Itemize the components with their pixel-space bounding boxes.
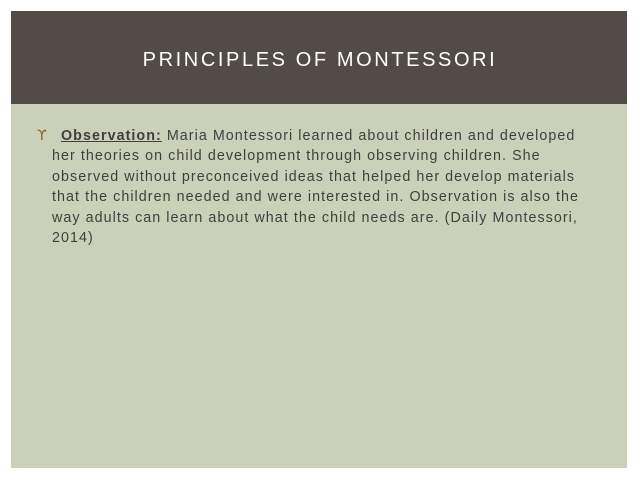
bullet-term: Observation: xyxy=(61,128,162,144)
bullet-body xyxy=(52,126,597,248)
slide-title: PRINCIPLES OF MONTESSORI xyxy=(142,49,498,71)
bullet-text: Maria Montessori learned about children and developed her theories on child development through observing children. She observed without preconceived ideas that helped her develop materials that the children needed and were interested in. Observation is also the way adults can learn about what the child needs are. (Daily Montessori, 2014) xyxy=(52,128,580,247)
bullet-item xyxy=(37,126,597,248)
slide-content xyxy=(37,126,597,248)
slide xyxy=(11,11,627,468)
title-band xyxy=(11,11,627,104)
bullet-marker-icon: ϒ xyxy=(37,128,47,144)
